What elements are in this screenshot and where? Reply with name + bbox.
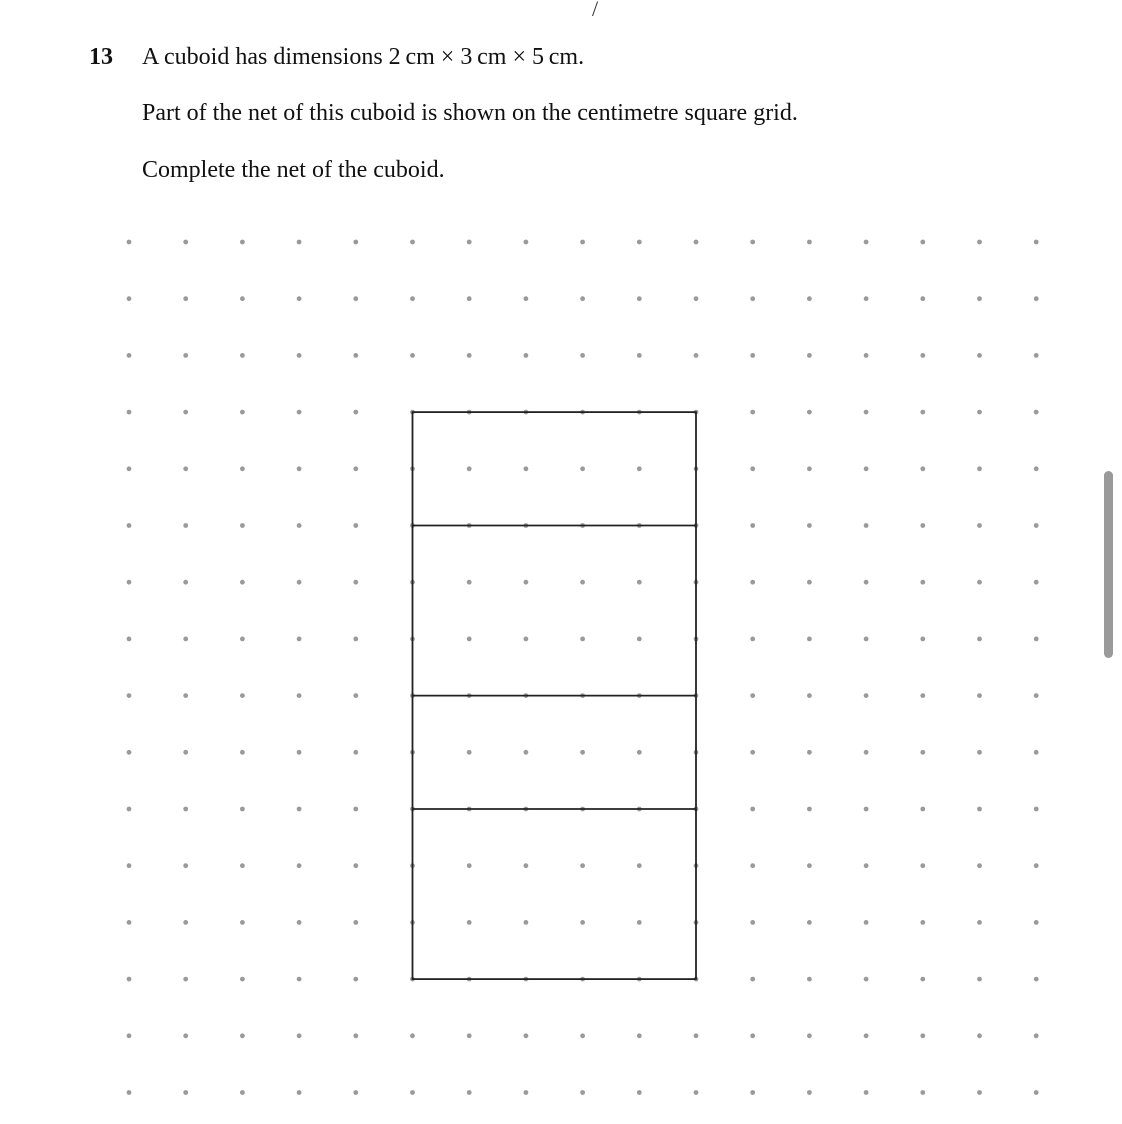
grid-dot [353,637,358,642]
grid-dot [297,1033,302,1038]
grid-dot [240,466,245,471]
grid-dot [977,977,982,982]
grid-dot [977,353,982,358]
grid-dot [240,977,245,982]
grid-dot [977,1033,982,1038]
grid-dot [637,580,642,585]
grid-dot [297,466,302,471]
grid-dot [580,466,585,471]
grid-dot [864,240,869,245]
grid-dot [694,1090,699,1095]
grid-dot [467,580,472,585]
grid-dot [183,523,188,528]
grid-dot [864,750,869,755]
grid-dot [920,580,925,585]
grid-dot [1034,1033,1039,1038]
grid-dot [864,693,869,698]
question-context-text: Part of the net of this cuboid is shown on the centimetre square grid. [142,100,798,126]
grid-dot [920,466,925,471]
grid-dot [240,580,245,585]
grid-dot [807,977,812,982]
grid-dot [353,240,358,245]
grid-dot [127,580,132,585]
grid-dot [524,1090,529,1095]
grid-dot [353,1033,358,1038]
grid-dot [297,353,302,358]
grid-dot [864,1033,869,1038]
grid-dot [920,240,925,245]
grid-dot [297,410,302,415]
grid-dot [467,1090,472,1095]
grid-dot [240,750,245,755]
grid-dot [750,580,755,585]
grid-dot [750,353,755,358]
grid-dot [127,410,132,415]
grid-dot [750,1090,755,1095]
grid-dot [240,807,245,812]
grid-dot [240,523,245,528]
grid-dot [864,580,869,585]
grid-dot [977,523,982,528]
grid-dot [977,863,982,868]
grid-dot [297,1090,302,1095]
grid-dot [467,296,472,301]
grid-dot [127,637,132,642]
grid-dot [637,863,642,868]
grid-dot [977,466,982,471]
grid-dot [864,296,869,301]
grid-dot [353,807,358,812]
grid-dot [127,750,132,755]
grid-dot [467,353,472,358]
grid-dot [240,353,245,358]
grid-dot [467,637,472,642]
grid-dot [183,466,188,471]
grid-dot [920,637,925,642]
grid-dot [524,353,529,358]
grid-dot [864,977,869,982]
grid-dot [580,863,585,868]
grid-dot [1034,920,1039,925]
grid-dot [977,750,982,755]
grid-dot [183,863,188,868]
grid-dot [127,353,132,358]
grid-dot [807,580,812,585]
grid-dot [240,1090,245,1095]
grid-dot [353,410,358,415]
grid-dot [580,1033,585,1038]
grid-dot [297,296,302,301]
grid-dot [240,920,245,925]
grid-dot [807,693,812,698]
grid-dot [920,863,925,868]
grid-dot [353,750,358,755]
grid-dot [637,920,642,925]
grid-dot [410,1090,415,1095]
grid-dot [524,750,529,755]
grid-dot [864,637,869,642]
grid-dot [694,240,699,245]
grid-dot [240,1033,245,1038]
grid-dot [1034,353,1039,358]
grid-dot [977,637,982,642]
grid-dot [750,466,755,471]
grid-dot [864,523,869,528]
grid-dot [920,920,925,925]
grid-dot [807,920,812,925]
grid-dot [920,296,925,301]
grid-dot [750,637,755,642]
grid-dot [410,296,415,301]
grid-dot [297,977,302,982]
grid-dot [864,353,869,358]
grid-dots [127,240,1039,1095]
grid-dot [1034,637,1039,642]
grid-dot [977,580,982,585]
grid-dot [1034,580,1039,585]
grid-dot [637,1033,642,1038]
grid-dot [183,750,188,755]
grid-dot [637,240,642,245]
grid-dot [353,523,358,528]
grid-dot [127,920,132,925]
grid-dot [864,466,869,471]
grid-dot [637,466,642,471]
grid-dot [240,410,245,415]
grid-dot [1034,1090,1039,1095]
grid-dot [183,1090,188,1095]
grid-dot [977,240,982,245]
grid-dot [807,807,812,812]
grid-dot [183,296,188,301]
grid-dot [467,920,472,925]
grid-dot [467,863,472,868]
grid-dot [1034,296,1039,301]
grid-dot [750,977,755,982]
grid-dot [807,523,812,528]
grid-dot [127,977,132,982]
grid-dot [127,1033,132,1038]
grid-dot [183,920,188,925]
grid-dot [467,1033,472,1038]
grid-dot [410,240,415,245]
grid-dot [467,750,472,755]
grid-dot [297,920,302,925]
grid-dot [183,693,188,698]
grid-dot [467,466,472,471]
grid-dot [864,863,869,868]
grid-dot [410,353,415,358]
grid-dot [580,1090,585,1095]
grid-dot [807,410,812,415]
grid-dot [127,523,132,528]
grid-dot [637,296,642,301]
grid-dot [183,807,188,812]
grid-dot [750,693,755,698]
grid-dot [183,353,188,358]
grid-dot [1034,523,1039,528]
grid-dot [353,977,358,982]
grid-dot [183,1033,188,1038]
grid-dot [1034,863,1039,868]
scrollbar-thumb[interactable] [1104,471,1113,658]
grid-dot [750,920,755,925]
grid-dot [353,693,358,698]
grid-dot [807,637,812,642]
grid-dot [240,693,245,698]
grid-dot [637,750,642,755]
grid-dot [750,296,755,301]
grid-dot [750,523,755,528]
grid-dot [183,977,188,982]
grid-dot [807,353,812,358]
grid-dot [297,637,302,642]
grid-dot [637,1090,642,1095]
grid-dot [920,1033,925,1038]
grid-dot [694,296,699,301]
grid-dot [807,466,812,471]
grid-dot [524,240,529,245]
grid-dot [580,580,585,585]
grid-dot [807,750,812,755]
grid-dot [127,240,132,245]
grid-dot [920,977,925,982]
grid-dot [580,353,585,358]
grid-dot [353,580,358,585]
grid-dot [353,1090,358,1095]
grid-dot [920,410,925,415]
grid-dot [694,1033,699,1038]
grid-dot [580,750,585,755]
page-edge-mark: / [592,0,599,21]
grid-dot [580,920,585,925]
grid-dot [524,466,529,471]
grid-dot [410,1033,415,1038]
grid-dot [524,637,529,642]
grid-dot [1034,750,1039,755]
grid-dot [920,693,925,698]
question-dimensions-text: A cuboid has dimensions 2 cm × 3 cm × 5 cm. [142,44,585,70]
grid-dot [240,637,245,642]
grid-dot [637,353,642,358]
grid-dot [353,466,358,471]
grid-dot [1034,410,1039,415]
grid-dot [920,1090,925,1095]
grid-dot [977,920,982,925]
grid-dot [807,863,812,868]
grid-dot [240,863,245,868]
grid-dot [297,807,302,812]
grid-dot [353,920,358,925]
grid-dot [353,863,358,868]
grid-dot [127,466,132,471]
grid-dot [1034,466,1039,471]
grid-dot [127,863,132,868]
grid-dot [240,240,245,245]
grid-dot [353,296,358,301]
grid-dot [920,353,925,358]
grid-dot [977,693,982,698]
grid-dot [807,1033,812,1038]
grid-dot [750,807,755,812]
grid-dot [240,296,245,301]
grid-dot [807,296,812,301]
grid-dot [1034,693,1039,698]
grid-dot [694,353,699,358]
grid-dot [1034,240,1039,245]
grid-dot [183,410,188,415]
grid-dot [297,863,302,868]
grid-dot [183,240,188,245]
grid-dot [524,863,529,868]
grid-dot [127,1090,132,1095]
grid-dot [580,637,585,642]
grid-dot [807,1090,812,1095]
grid-dot [297,580,302,585]
grid-dot [864,920,869,925]
question-instruction-text: Complete the net of the cuboid. [142,157,445,183]
grid-dot [977,296,982,301]
grid-dot [920,807,925,812]
grid-dot [977,410,982,415]
grid-dot [637,637,642,642]
grid-dot [580,296,585,301]
grid-dot [920,523,925,528]
grid-dot [127,807,132,812]
grid-dot [1034,977,1039,982]
grid-dot [127,296,132,301]
grid-dot [920,750,925,755]
grid-dot [750,1033,755,1038]
question-number: 13 [89,44,113,70]
partial-cuboid-net [413,412,697,979]
grid-dot [977,1090,982,1095]
grid-dot [297,523,302,528]
grid-dot [297,693,302,698]
grid-dot [183,637,188,642]
grid-dot [864,410,869,415]
grid-dot [524,1033,529,1038]
grid-dot [297,750,302,755]
grid-dot [750,863,755,868]
grid-dot [864,807,869,812]
grid-dot [750,410,755,415]
grid-dot [297,240,302,245]
grid-dot [580,240,585,245]
grid-dot [353,353,358,358]
grid-dot [524,296,529,301]
grid-dot [524,920,529,925]
grid-dot [1034,807,1039,812]
grid-dot [977,807,982,812]
grid-dot [807,240,812,245]
grid-dot [127,693,132,698]
grid-dot [864,1090,869,1095]
grid-dot [750,750,755,755]
grid-dot [183,580,188,585]
grid-dot [467,240,472,245]
grid-dot [750,240,755,245]
grid-dot [524,580,529,585]
